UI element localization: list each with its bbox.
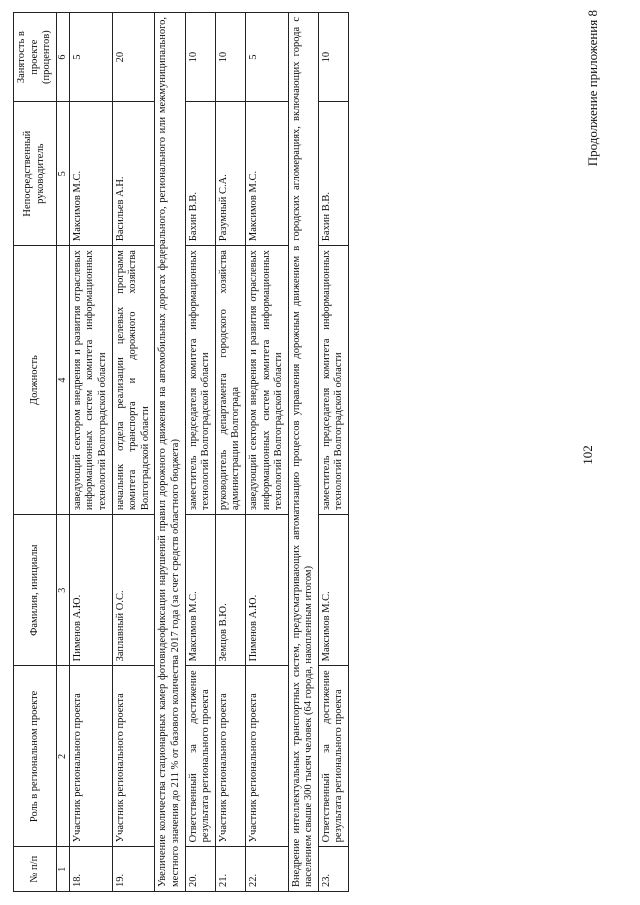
column-index: 3 (56, 515, 69, 666)
row-position: заместитель председателя комитета информационных технологий Волгоградской области (185, 246, 215, 515)
header-role: Роль в региональном проекте (14, 666, 57, 847)
header-num: № п/п (14, 847, 57, 892)
column-index: 4 (56, 246, 69, 515)
row-employment: 5 (245, 13, 288, 102)
table-body (69, 13, 348, 892)
row-number: 21. (215, 847, 245, 892)
project-participants-table (13, 12, 349, 892)
row-number: 20. (185, 847, 215, 892)
table-row (112, 13, 155, 892)
section-heading: Внедрение интеллектуальных транспортных систем, предусматривающих автоматизацию процессов управления дорожным движением в городских агломерациях, включающих города с населением свыше 300 тысяч человек (64 города, накопленным итогом) (288, 13, 318, 892)
row-supervisor: Максимов М.С. (245, 102, 288, 246)
row-number: 18. (69, 847, 112, 892)
row-employment: 20 (112, 13, 155, 102)
column-index: 5 (56, 102, 69, 246)
header-supervisor: Непосредственный руководитель (14, 102, 57, 246)
column-index: 1 (56, 847, 69, 892)
table-row (245, 13, 288, 892)
table-row (185, 13, 215, 892)
row-name: Пименов А.Ю. (69, 515, 112, 666)
row-employment: 10 (185, 13, 215, 102)
row-employment: 10 (215, 13, 245, 102)
row-role: Участник регионального проекта (112, 666, 155, 847)
row-number: 19. (112, 847, 155, 892)
row-number: 22. (245, 847, 288, 892)
table-header-row (14, 13, 57, 892)
section-heading: Увеличение количества стационарных камер фотовидеофиксации нарушений правил дорожного движения на автомобильных дорогах федерального, регионального или межмуниципального, местного значения до 211 % от базового количества 2017 года (за счет средств областного бюджета) (155, 13, 185, 892)
row-role: Участник регионального проекта (215, 666, 245, 847)
section-heading-row (288, 13, 318, 892)
row-supervisor: Васильев А.Н. (112, 102, 155, 246)
row-role: Участник регионального проекта (245, 666, 288, 847)
section-heading-row (155, 13, 185, 892)
row-name: Земцов В.Ю. (215, 515, 245, 666)
row-name: Максимов М.С. (318, 515, 348, 666)
continuation-label: Продолжение приложения 8 (585, 10, 600, 167)
row-name: Максимов М.С. (185, 515, 215, 666)
column-index: 2 (56, 666, 69, 847)
row-supervisor: Бахин В.В. (318, 102, 348, 246)
row-role: Ответственный за достижение результата регионального проекта (318, 666, 348, 847)
page-number: 102 (580, 445, 595, 465)
row-position: заведующий сектором внедрения и развития отраслевых информационных систем комитета информационных технологий Волгоградской области (69, 246, 112, 515)
row-role: Ответственный за достижение результата регионального проекта (185, 666, 215, 847)
row-supervisor: Разумный С.А. (215, 102, 245, 246)
row-supervisor: Бахин В.В. (185, 102, 215, 246)
row-position: руководитель департамента городского хозяйства администрации Волгограда (215, 246, 245, 515)
row-position: начальник отдела реализации целевых программ комитета транспорта и дорожного хозяйства Волгоградской области (112, 246, 155, 515)
row-employment: 5 (69, 13, 112, 102)
row-position: заведующий сектором внедрения и развития отраслевых информационных систем комитета информационных технологий Волгоградской области (245, 246, 288, 515)
column-index: 6 (56, 13, 69, 102)
table-row (215, 13, 245, 892)
row-supervisor: Максимов М.С. (69, 102, 112, 246)
row-role: Участник регионального проекта (69, 666, 112, 847)
row-employment: 10 (318, 13, 348, 102)
table-row (69, 13, 112, 892)
row-position: заместитель председателя комитета информационных технологий Волгоградской области (318, 246, 348, 515)
row-number: 23. (318, 847, 348, 892)
row-name: Пименов А.Ю. (245, 515, 288, 666)
header-name: Фамилия, инициалы (14, 515, 57, 666)
header-employment: Занятость в проекте (процентов) (14, 13, 57, 102)
column-index-row (56, 13, 69, 892)
table-row (318, 13, 348, 892)
header-position: Должность (14, 246, 57, 515)
row-name: Заплавный О.С. (112, 515, 155, 666)
